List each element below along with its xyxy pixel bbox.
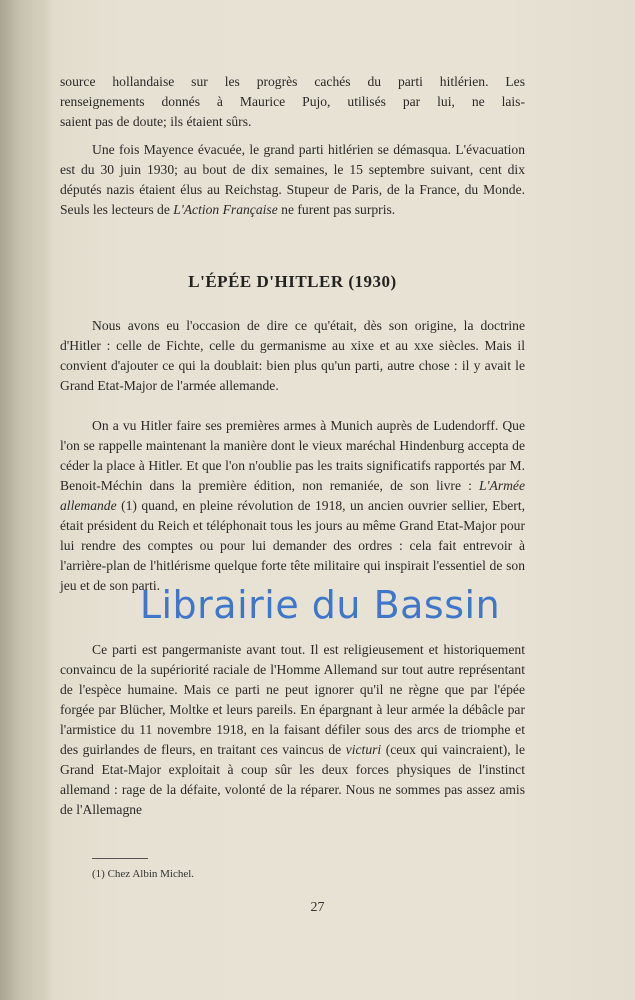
paragraph-text: (1) quand, en pleine révolution de 1918, un ancien ouvrier sellier, Ebert, était président du Reich et téléphonait tous les jours au même Grand Etat-Major pour lui rendre des comptes ou pour lui demander des ordres : cela fait entrevoir à l'arrière-plan de l'hitlérisme quelque forte tête militaire qui inspirait l'essentiel de son jeu et de son parti. — [60, 498, 525, 593]
italic-title: L'Armée allemande — [60, 478, 525, 513]
footnote: (1) Chez Albin Michel. — [92, 868, 195, 880]
page-number: 27 — [310, 900, 325, 915]
text-line: saient pas de doute; ils étaient sûrs. — [60, 114, 252, 129]
facing-page-edge — [0, 0, 52, 1000]
footnote-divider — [92, 858, 148, 859]
paragraph-1 — [60, 316, 525, 396]
paragraph-text: ne furent pas surpris. — [277, 202, 396, 217]
paragraph-text: (ceux qui vaincraient), le Grand Etat-Major exploitait à coup sûr les deux forces physiques de l'instinct allemand : rage de la défaite, volonté de la réparer. Nous ne sommes pas assez amis de l'Allemagne — [60, 742, 525, 817]
italic-word: victuri — [345, 742, 382, 757]
watermark: Librairie du Bassin — [139, 583, 501, 627]
paragraph-text: Ce parti est pangermaniste avant tout. Il est religieusement et historiquement convaincu de la supériorité raciale de l'Homme Allemand sur tout autre représentant de l'espèce humaine. Mais ce parti ne peut ignorer qu'il ne règne que par l'épée forgée par Blücher, Moltke et leurs pareils. En épargnant à leur armée la débâcle par l'armistice du 11 novembre 1918, en la faisant défiler sous des arcs de triomphe et des guirlandes de fleurs, en traitant ces vaincus de — [60, 642, 525, 757]
section-heading: L'ÉPÉE D'HITLER (1930) — [188, 272, 397, 291]
paragraph-text: Une fois Mayence évacuée, le grand parti hitlérien se démasqua. L'évacuation est du 30 juin 1930; au bout de dix semaines, le 15 septembre suivant, cent dix députés nazis étaient élus au Reichstag. Stupeur de Paris, de la France, du Monde. Seuls les lecteurs de — [60, 142, 525, 217]
text-line: renseignements donnés à Maurice Pujo, utilisés par lui, ne lais- — [60, 94, 525, 109]
text-line: source hollandaise sur les progrès cachés du parti hitlérien. Les — [60, 74, 525, 89]
italic-title: L'Action Française — [173, 202, 278, 217]
paragraph-3 — [60, 640, 525, 820]
top-paragraph — [60, 72, 525, 132]
paragraph-text: On a vu Hitler faire ses premières armes à Munich auprès de Ludendorff. Que l'on se rappelle maintenant la manière dont le vieux maréchal Hindenburg accepta de céder la place à Hitler. Et que l'on n'oublie pas les traits significatifs rapportés par M. Benoit-Méchin dans la première édition, non remaniée, de son livre : — [60, 418, 525, 493]
paragraph-text: Nous avons eu l'occasion de dire ce qu'était, dès son origine, la doctrine d'Hitler : celle de Fichte, celle du germanisme au xixe et au xxe siècles. Mais il convient d'ajouter ce qui la doublait: bien plus qu'un parti, autre chose : il y avait le Grand Etat-Major de l'armée allemande. — [60, 318, 525, 393]
paragraph-mayence — [60, 140, 525, 220]
paragraph-2 — [60, 416, 525, 596]
